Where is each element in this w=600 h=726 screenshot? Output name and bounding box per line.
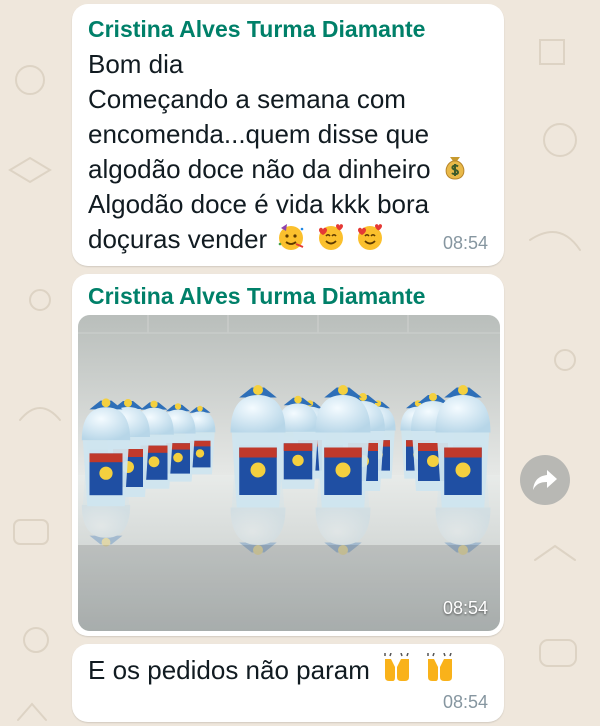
message-time: 08:54 (442, 692, 488, 712)
message-bubble-2[interactable] (72, 274, 504, 636)
message-text: Bom dia Começando a semana com encomenda...quem disse que algodão doce não da dinheiro Algodão doce é vida kkk bora doçuras vender (88, 47, 470, 257)
message-time: 08:54 (442, 598, 488, 618)
forward-button[interactable] (520, 455, 570, 505)
forward-icon (532, 469, 558, 491)
raising-hands-icon (422, 653, 456, 683)
money-bag-icon (440, 152, 470, 182)
raising-hands-icon (379, 653, 413, 683)
cotton-candy-cups-photo (78, 315, 500, 631)
message-text: E os pedidos não param (88, 653, 456, 688)
image-attachment[interactable] (78, 315, 500, 631)
smiling-hearts-icon (355, 222, 385, 252)
message-bubble-1[interactable] (72, 4, 504, 266)
partying-face-icon (276, 222, 306, 252)
message-bubble-3[interactable] (72, 644, 504, 722)
smiling-hearts-icon (316, 222, 346, 252)
sender-name[interactable]: Cristina Alves Turma Diamante (88, 16, 426, 42)
message-time: 08:54 (442, 233, 488, 253)
sender-name[interactable]: Cristina Alves Turma Diamante (88, 283, 426, 309)
